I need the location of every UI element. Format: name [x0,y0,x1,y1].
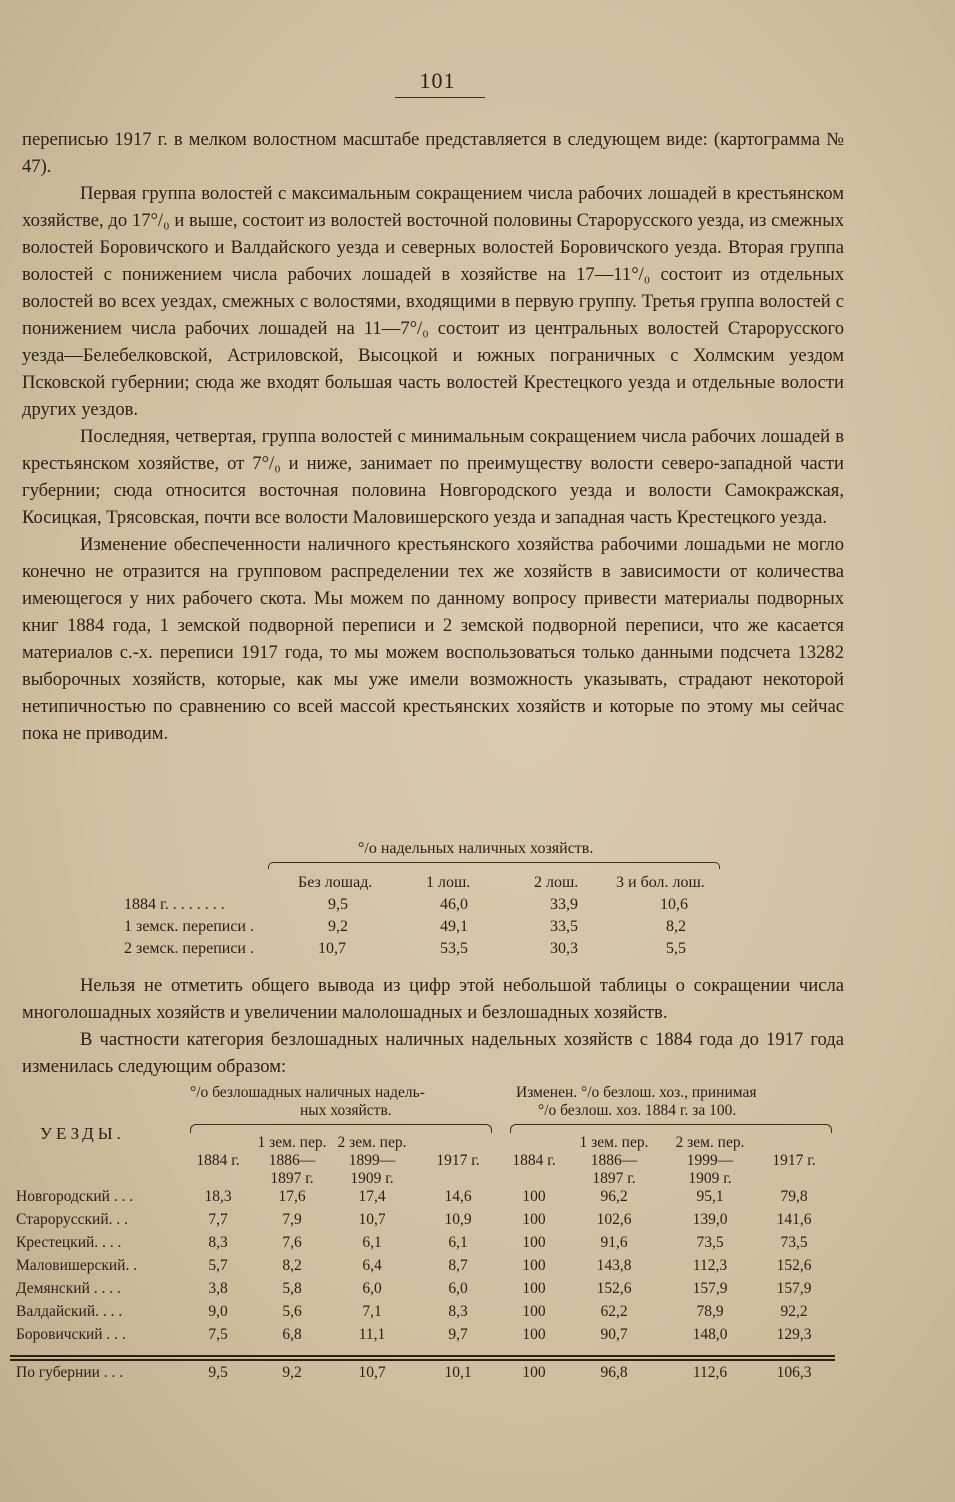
table-cell: 100 [522,1326,546,1343]
table-cell: 102,6 [596,1211,632,1228]
group1-title-cont: ных хозяйств. [300,1102,392,1119]
table-cell: 8,2 [666,918,686,935]
table-cell: 33,5 [550,918,578,935]
table-cell: 100 [522,1188,546,1205]
table-cell: 92,2 [780,1303,808,1320]
table-cell: 100 [522,1257,546,1274]
table-cell: 112,3 [692,1257,728,1274]
column-header: 1917 г. [772,1152,816,1169]
column-header: 1886— [590,1152,638,1169]
table-cell: 5,6 [282,1303,302,1320]
table-cell: 73,5 [780,1234,808,1251]
column-header: 3 и бол. лош. [616,874,705,891]
table-cell: 10,9 [444,1211,472,1228]
table-cell: 5,8 [282,1280,302,1297]
group2-title: Изменен. °/o безлош. хоз., принимая [516,1084,757,1101]
table-cell: 53,5 [440,940,468,957]
table-row [118,918,738,940]
body-text-middle [22,972,844,1080]
column-header: 1999— [686,1152,734,1169]
column-header: 1917 г. [436,1152,480,1169]
table-cell: 46,0 [440,896,468,913]
page-number-rule [395,97,485,98]
table-cell: 5,5 [666,940,686,957]
table-row [118,940,738,962]
table-cell: 143,8 [596,1257,632,1274]
column-header: 1 лош. [426,874,471,891]
table-cell: 7,5 [208,1326,228,1343]
caption-brace [268,862,720,869]
group1-title: °/o безлошадных наличных надель- [190,1084,425,1101]
column-header: 1909 г. [350,1170,394,1187]
table-cell: 5,7 [208,1257,228,1274]
row-label: Валдайский. . . . [16,1303,123,1320]
table-cell: 7,1 [362,1303,382,1320]
paragraph: Изменение обеспеченности наличного крестьянского хозяйства рабочими лошадьми не могло конечно не отразится на групповом распределении тех же хозяйств в зависимости от количества имеющегося у них рабочего скота. Мы можем по данному вопросу привести материалы подворных книг 1884 года, 1 земской подворной переписи и 2 земской подворной переписи, что же касается материалов с.-х. переписи 1917 года, то мы можем воспользоваться только данными подсчета 13282 выборочных хозяйств, которые, как мы уже имели возможность указывать, страдают некоторой нетипичностью по сравнению со всей массой крестьянских хозяйств и которые по этому мы сейчас пока не приводим. [22,534,844,744]
row-label: 1884 г. . . . . . . . [124,896,225,913]
row-label: Демянский . . . . [16,1280,121,1297]
table-header-row [118,874,738,896]
paragraph: Нельзя не отметить общего вывода из цифр этой небольшой таблицы о сокращении числа многолошадных хозяйств и увеличении малолошадных и безлошадных хозяйств. [22,975,844,1023]
row-label: 2 земск. переписи . [124,940,254,957]
column-header: 1897 г. [270,1170,314,1187]
table-cell: 8,2 [282,1257,302,1274]
table-cell: 141,6 [776,1211,812,1228]
table-cell: 30,3 [550,940,578,957]
table-cell: 91,6 [600,1234,628,1251]
total-rule [10,1355,835,1357]
table-cell: 8,3 [448,1303,468,1320]
table-cell: 100 [522,1234,546,1251]
table-cell: 9,0 [208,1303,228,1320]
table-cell: 17,4 [358,1188,386,1205]
column-header: 1899— [348,1152,396,1169]
table-cell: 10,7 [318,940,346,957]
table-cell: 152,6 [596,1280,632,1297]
row-label: Новгородский . . . [16,1188,134,1205]
table-cell: 96,8 [600,1364,628,1381]
column-header: 1884 г. [196,1152,240,1169]
table-cell: 49,1 [440,918,468,935]
table-cell: 100 [522,1280,546,1297]
table-cell: 3,8 [208,1280,228,1297]
column-header: 1 зем. пер. [579,1134,649,1151]
table-cell: 9,7 [448,1326,468,1343]
table-cell: 106,3 [776,1364,812,1381]
table-cell: 18,3 [204,1188,232,1205]
table-cell: 100 [522,1303,546,1320]
table-cell: 10,7 [358,1364,386,1381]
table-cell: 9,2 [282,1364,302,1381]
column-header: 2 лош. [534,874,579,891]
table-cell: 73,5 [696,1234,724,1251]
table-cell: 152,6 [776,1257,812,1274]
page-number: 101 [419,68,456,93]
table-cell: 78,9 [696,1303,724,1320]
table-cell: 10,6 [660,896,688,913]
paragraph: переписью 1917 г. в мелком волостном масштабе представляется в следующем виде: (картограмма № 47). [22,129,844,177]
column-header: 1909 г. [688,1170,732,1187]
table-cell: 6,1 [362,1234,382,1251]
group2-brace [510,1124,832,1133]
stub-header: УЕЗДЫ. [40,1124,125,1143]
table-cell: 17,6 [278,1188,306,1205]
table-cell: 95,1 [696,1188,724,1205]
table-cell: 9,2 [328,918,348,935]
table-cell: 33,9 [550,896,578,913]
group2-title-cont: °/o безлош. хоз. 1884 г. за 100. [538,1102,737,1119]
column-header: Без лошад. [298,874,373,891]
table-cell: 139,0 [692,1211,728,1228]
table-caption: °/o надельных наличных хозяйств. [358,840,594,857]
row-label: Старорусский. . . [16,1211,129,1228]
table-cell: 10,1 [444,1364,472,1381]
column-header: 2 зем. пер. [337,1134,407,1151]
table-cell: 7,7 [208,1211,228,1228]
total-row-label: По губернии . . . [16,1364,124,1381]
table-cell: 6,0 [448,1280,468,1297]
table-cell: 8,7 [448,1257,468,1274]
table-cell: 6,4 [362,1257,382,1274]
table-cell: 90,7 [600,1326,628,1343]
row-label: Маловишерский. . [16,1257,138,1274]
row-label: 1 земск. переписи . [124,918,254,935]
table-cell: 100 [522,1211,546,1228]
body-text-top [22,126,844,747]
table-cell: 7,9 [282,1211,302,1228]
paragraph: В частности категория безлошадных наличных надельных хозяйств с 1884 года до 1917 года изменилась следующим образом: [22,1029,844,1077]
table-cell: 6,0 [362,1280,382,1297]
table-cell: 8,3 [208,1234,228,1251]
column-header: 1897 г. [592,1170,636,1187]
table-cell: 96,2 [600,1188,628,1205]
table-cell: 14,6 [444,1188,472,1205]
table-row [118,896,738,918]
table-cell: 100 [522,1364,546,1381]
group1-brace [190,1124,492,1133]
table-cell: 157,9 [692,1280,728,1297]
column-header: 1884 г. [512,1152,556,1169]
table-cell: 6,1 [448,1234,468,1251]
table-cell: 11,1 [358,1326,386,1343]
column-header: 2 зем. пер. [675,1134,745,1151]
column-header: 1886— [268,1152,316,1169]
row-label: Боровичский . . . [16,1326,126,1343]
total-rule-double [10,1359,835,1361]
table-cell: 157,9 [776,1280,812,1297]
paragraph: Последняя, четвертая, группа волостей с минимальным сокращением числа рабочих лошадей в крестьянском хозяйстве, от 7°/₀ и ниже, занимает по преимуществу волости северо-западной части губернии; сюда относится восточная половина Новгородского уезда и волости Самокражская, Косицкая, Трясовская, почти все волости Маловишерского уезда и западная часть Крестецкого уезда. [22,426,844,528]
table-cell: 7,6 [282,1234,302,1251]
table-cell: 9,5 [208,1364,228,1381]
column-header: 1 зем. пер. [257,1134,327,1151]
paragraph: Первая группа волостей с максимальным сокращением числа рабочих лошадей в крестьянском хозяйстве, до 17°/₀ и выше, состоит из волостей восточной половины Старорусского уезда, из смежных волостей Боровичского и Валдайского уезда и северных волостей Боровичского уезда. Вторая группа волостей с понижением числа рабочих лошадей в хозяйстве на 17—11°/₀ состоит из отдельных волостей во всех уездах, смежных с волостями, входящими в первую группу. Третья группа волостей с понижением числа рабочих лошадей на 11—7°/₀ состоит из центральных волостей Старорусского уезда—Белебелковской, Астриловской, Высоцкой и южных пограничных с Холмским уездом Псковской губернии; сюда же входят большая часть волостей Крестецкого уезда и отдельные волости других уездов. [22,183,844,420]
table-cell: 10,7 [358,1211,386,1228]
table-cell: 129,3 [776,1326,812,1343]
table-cell: 9,5 [328,896,348,913]
table-cell: 79,8 [780,1188,808,1205]
row-label: Крестецкий. . . . [16,1234,122,1251]
table-cell: 62,2 [600,1303,628,1320]
table-cell: 6,8 [282,1326,302,1343]
table-cell: 112,6 [692,1364,728,1381]
table-cell: 148,0 [692,1326,728,1343]
